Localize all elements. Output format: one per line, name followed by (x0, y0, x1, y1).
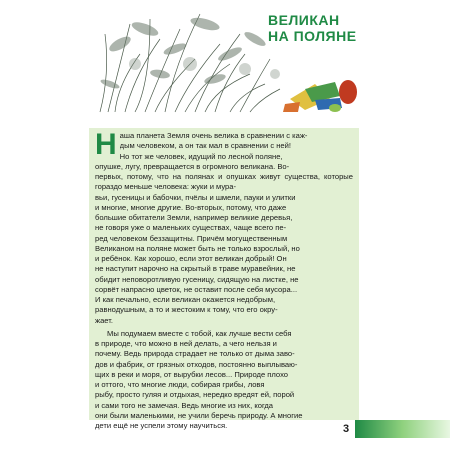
text-line: в природе, что можно в ней делать, а чего нельзя и (95, 339, 277, 348)
text-line: вьи, гусеницы и бабочки, пчёлы и шмели, пауки и улитки (95, 192, 296, 202)
text-line: Но тот же человек, идущий по лесной поляне, (119, 151, 283, 161)
text-line: первых, потому, что на полянах и опушках живут существа, которые гораздо меньше человека: жуки и мура- (95, 172, 353, 192)
drop-cap: Н (95, 128, 117, 161)
text-line: дым человеком, а он так мал в сравнении с ней! (119, 141, 291, 151)
text-line: щих в реки и моря, от вырубки лесов... Природе плохо (95, 369, 289, 379)
text-line: ред человеком беззащитны. Причём могущественным (95, 233, 288, 243)
text-line: и оттого, что многие люди, собирая грибы, ловя (95, 380, 265, 389)
page-number: 3 (342, 423, 350, 435)
page-title (268, 12, 418, 44)
story-text-box (89, 128, 359, 430)
title-line-2: НА ПОЛЯНЕ (268, 28, 357, 44)
text-line: и ребёнок. Как хорошо, если этот великан добрый! Он (95, 254, 287, 263)
text-line: и многие, многие другие. Во-вторых, потому, что даже (95, 202, 287, 212)
text-line: дети ещё не успели этому научиться. (95, 421, 228, 430)
text-line: и сами того не замечая. Ведь многие из них, когда (95, 400, 274, 410)
text-line: рыбу, просто гуляя и отдыхая, нередко вредят ей, порой (95, 390, 295, 400)
paragraph-2 (95, 329, 353, 432)
text-line: И как печально, если великан окажется недобрым, (95, 295, 276, 304)
paragraph-1 (95, 128, 353, 326)
text-line: они были маленькими, не учили беречь природу. А многие (95, 410, 303, 420)
text-line: Мы подумаем вместе с тобой, как лучше вести себя (107, 328, 292, 338)
text-line: большие обитатели Земли, например великие деревья, (95, 213, 293, 222)
title-line-1: ВЕЛИКАН (268, 12, 340, 28)
text-line: обидит неповоротливую гусеницу, сидящую на листке, не (95, 274, 299, 284)
text-line: не говоря уже о маленьких существах, чаще всего пе- (95, 223, 287, 233)
text-line: дов и фабрик, от грязных отходов, постоянно выплываю- (95, 359, 298, 369)
text-line: опушке, лугу, превращается в огромного великана. Во- (95, 161, 290, 171)
text-line: аша планета Земля очень велика в сравнении с каж- (119, 131, 308, 140)
text-line: равнодушным, а то и жестоким к тому, что его окру- (95, 305, 278, 315)
text-line: не наступит нарочно на скрытый в траве муравейник, не (95, 264, 296, 274)
text-line: жает. (95, 315, 114, 325)
text-line: почему. Ведь природа страдает не только от дыма заво- (95, 349, 295, 359)
text-line: сорвёт напрасно цветок, не оставит после себя мусора... (95, 284, 298, 294)
text-line: Великаном на поляне может быть не только взрослый, но (95, 243, 300, 253)
footer-accent-bar (355, 420, 450, 438)
